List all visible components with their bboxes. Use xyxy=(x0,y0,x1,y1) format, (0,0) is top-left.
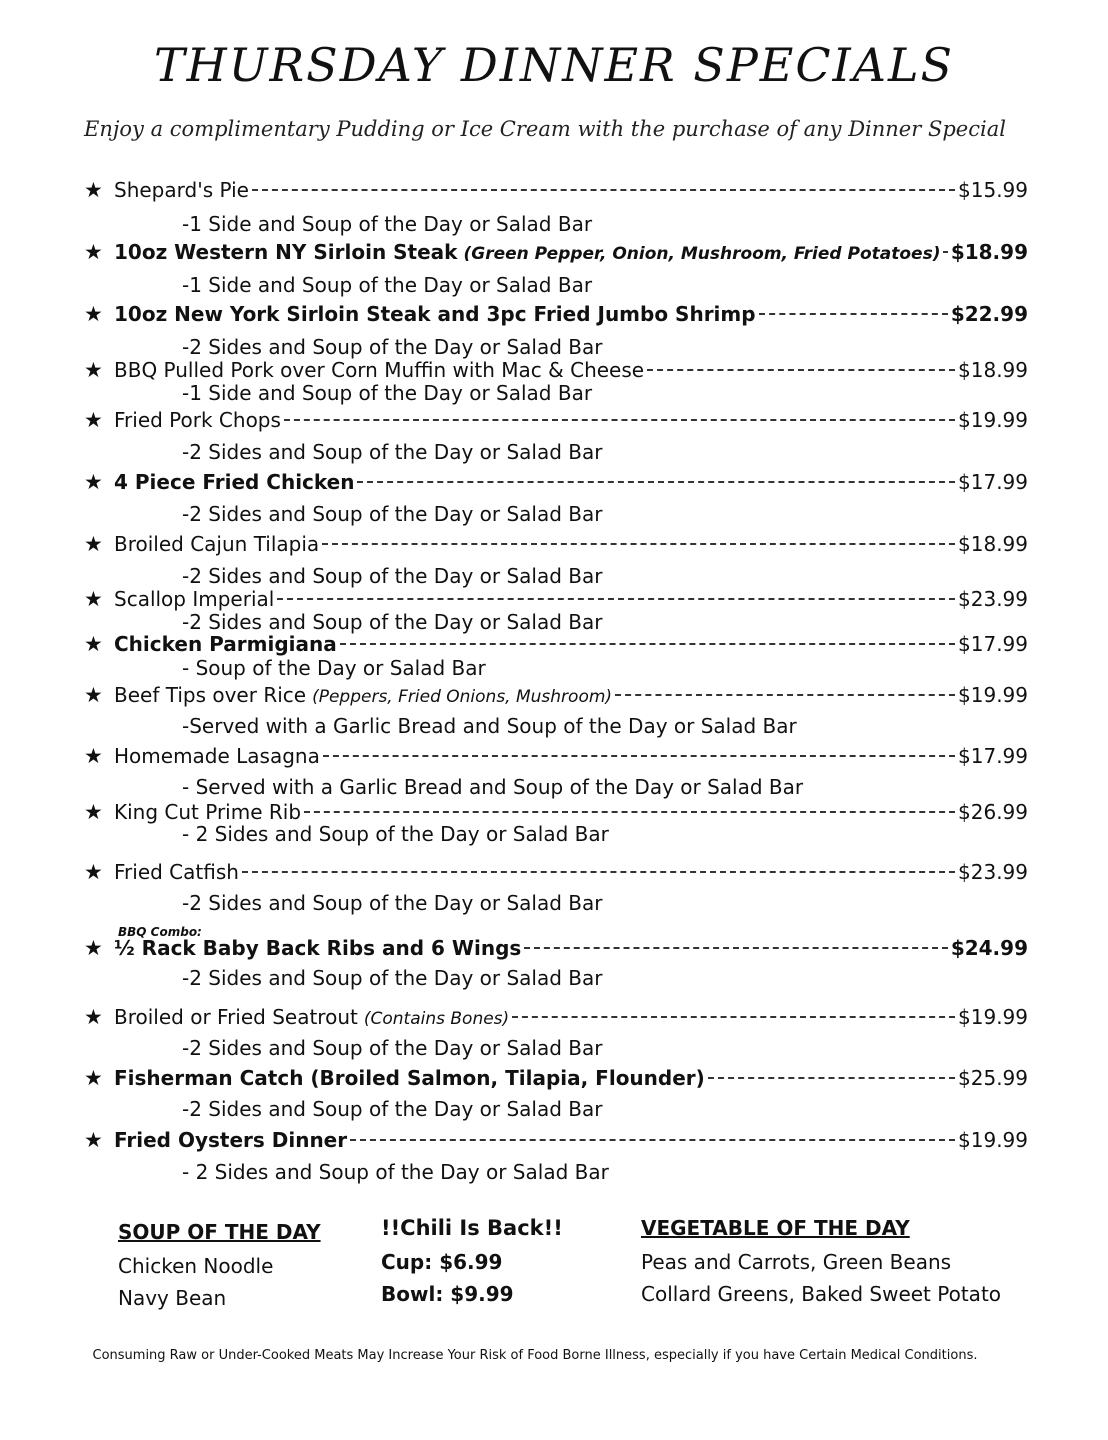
item-price: $18.99 xyxy=(958,532,1028,556)
item-price: $19.99 xyxy=(958,1128,1028,1152)
star-icon: ★ xyxy=(84,1066,103,1090)
item-name: King Cut Prime Rib xyxy=(114,800,302,824)
item-sides: -2 Sides and Soup of the Day or Salad Bar xyxy=(182,966,603,990)
star-icon: ★ xyxy=(84,532,103,556)
item-name: Broiled or Fried Seatrout xyxy=(114,1005,358,1029)
star-icon: ★ xyxy=(84,632,103,656)
item-name: Beef Tips over Rice xyxy=(114,683,307,707)
item-price: $17.99 xyxy=(958,470,1028,494)
vegetable-item: Collard Greens, Baked Sweet Potato xyxy=(641,1282,1002,1306)
combo-label: BBQ Combo: xyxy=(118,925,202,939)
item-sides: -2 Sides and Soup of the Day or Salad Bar xyxy=(182,1036,603,1060)
star-icon: ★ xyxy=(84,408,103,432)
star-icon: ★ xyxy=(84,860,103,884)
item-name: ½ Rack Baby Back Ribs and 6 Wings xyxy=(114,936,522,960)
item-price: $19.99 xyxy=(958,408,1028,432)
vegetable-header: VEGETABLE OF THE DAY xyxy=(641,1216,910,1240)
chili-cup-price: Cup: $6.99 xyxy=(381,1250,503,1274)
menu-item xyxy=(84,1066,1028,1094)
item-sides: -2 Sides and Soup of the Day or Salad Bar xyxy=(182,564,603,588)
leader-dots xyxy=(242,871,955,873)
item-price: $17.99 xyxy=(958,744,1028,768)
star-icon: ★ xyxy=(84,744,103,768)
food-safety-disclaimer: Consuming Raw or Under-Cooked Meats May Increase Your Risk of Food Borne Illness, especially if you have Certain Medical Conditions. xyxy=(92,1348,978,1363)
item-name: 10oz New York Sirloin Steak and 3pc Fried Jumbo Shrimp xyxy=(114,302,756,326)
item-name: Broiled Cajun Tilapia xyxy=(114,532,320,556)
item-name: Scallop Imperial xyxy=(114,587,275,611)
item-name: BBQ Pulled Pork over Corn Muffin with Mac & Cheese xyxy=(114,358,645,382)
item-note: (Green Pepper, Onion, Mushroom, Fried Potatoes) xyxy=(463,244,941,264)
menu-item xyxy=(84,240,1028,268)
item-sides: - 2 Sides and Soup of the Day or Salad Bar xyxy=(182,1160,609,1184)
item-sides: -2 Sides and Soup of the Day or Salad Bar xyxy=(182,502,603,526)
item-name: Homemade Lasagna xyxy=(114,744,320,768)
star-icon: ★ xyxy=(84,358,103,382)
menu-item xyxy=(84,1005,1028,1033)
item-sides: -2 Sides and Soup of the Day or Salad Bar xyxy=(182,1097,603,1121)
item-price: $18.99 xyxy=(958,358,1028,382)
chili-bowl-price: Bowl: $9.99 xyxy=(381,1282,514,1306)
item-price: $15.99 xyxy=(958,178,1028,202)
star-icon: ★ xyxy=(84,800,103,824)
item-sides: -1 Side and Soup of the Day or Salad Bar xyxy=(182,381,593,405)
chili-section xyxy=(381,1216,563,1310)
page-title: THURSDAY DINNER SPECIALS xyxy=(153,38,954,92)
page-subtitle: Enjoy a complimentary Pudding or Ice Cream with the purchase of any Dinner Special xyxy=(84,117,1006,141)
star-icon: ★ xyxy=(84,1128,103,1152)
leader-dots xyxy=(252,189,955,191)
star-icon: ★ xyxy=(84,178,103,202)
star-icon: ★ xyxy=(84,1005,103,1029)
item-price: $22.99 xyxy=(950,302,1028,326)
leader-dots xyxy=(323,755,955,757)
chili-header: !!Chili Is Back!! xyxy=(381,1216,563,1240)
vegetable-item: Peas and Carrots, Green Beans xyxy=(641,1250,952,1274)
leader-dots xyxy=(277,598,955,600)
star-icon: ★ xyxy=(84,587,103,611)
item-sides: - Served with a Garlic Bread and Soup of the Day or Salad Bar xyxy=(182,775,804,799)
item-price: $19.99 xyxy=(958,683,1028,707)
menu-item xyxy=(84,532,1028,560)
menu-item xyxy=(84,936,1028,964)
soup-section xyxy=(118,1220,321,1314)
leader-dots xyxy=(615,694,955,696)
item-name: Fisherman Catch (Broiled Salmon, Tilapia, Flounder) xyxy=(114,1066,705,1090)
item-name: Fried Catfish xyxy=(114,860,239,884)
item-note: (Contains Bones) xyxy=(363,1009,510,1029)
star-icon: ★ xyxy=(84,936,103,960)
menu-item xyxy=(84,1128,1028,1156)
leader-dots xyxy=(357,481,955,483)
star-icon: ★ xyxy=(84,240,103,264)
item-price: $18.99 xyxy=(950,240,1028,264)
leader-dots xyxy=(759,313,948,315)
item-name: Shepard's Pie xyxy=(114,178,249,202)
leader-dots xyxy=(350,1139,955,1141)
item-name: Chicken Parmigiana xyxy=(114,632,337,656)
leader-dots xyxy=(647,369,955,371)
item-sides: -2 Sides and Soup of the Day or Salad Bar xyxy=(182,440,603,464)
star-icon: ★ xyxy=(84,470,103,494)
vegetable-section xyxy=(641,1216,1001,1310)
item-price: $19.99 xyxy=(958,1005,1028,1029)
item-name: Fried Pork Chops xyxy=(114,408,281,432)
item-price: $23.99 xyxy=(958,587,1028,611)
item-price: $25.99 xyxy=(958,1066,1028,1090)
leader-dots xyxy=(340,643,955,645)
menu-item xyxy=(84,744,1028,772)
item-price: $23.99 xyxy=(958,860,1028,884)
menu-item xyxy=(84,860,1028,888)
item-sides: -2 Sides and Soup of the Day or Salad Bar xyxy=(182,891,603,915)
soup-item: Chicken Noodle xyxy=(118,1254,274,1278)
item-sides: - Soup of the Day or Salad Bar xyxy=(182,656,486,680)
item-name: 10oz Western NY Sirloin Steak xyxy=(114,240,458,264)
star-icon: ★ xyxy=(84,683,103,707)
leader-dots xyxy=(524,947,948,949)
star-icon: ★ xyxy=(84,302,103,326)
item-sides: - 2 Sides and Soup of the Day or Salad Bar xyxy=(182,822,609,846)
menu-item xyxy=(84,178,1028,206)
item-sides: -Served with a Garlic Bread and Soup of the Day or Salad Bar xyxy=(182,714,797,738)
soup-header: SOUP OF THE DAY xyxy=(118,1220,321,1244)
item-sides: -2 Sides and Soup of the Day or Salad Bar xyxy=(182,610,603,634)
item-name: Fried Oysters Dinner xyxy=(114,1128,348,1152)
item-sides: -1 Side and Soup of the Day or Salad Bar xyxy=(182,212,593,236)
item-name: 4 Piece Fried Chicken xyxy=(114,470,355,494)
item-price: $26.99 xyxy=(958,800,1028,824)
leader-dots xyxy=(284,419,955,421)
item-sides: -1 Side and Soup of the Day or Salad Bar xyxy=(182,273,593,297)
menu-item xyxy=(84,408,1028,436)
soup-item: Navy Bean xyxy=(118,1286,227,1310)
menu-item xyxy=(84,683,1028,711)
item-sides: -2 Sides and Soup of the Day or Salad Bar xyxy=(182,335,603,359)
item-price: $24.99 xyxy=(950,936,1028,960)
leader-dots xyxy=(708,1077,955,1079)
leader-dots xyxy=(322,543,955,545)
menu-item xyxy=(84,470,1028,498)
menu-item xyxy=(84,302,1028,330)
item-note: (Peppers, Fried Onions, Mushroom) xyxy=(312,687,613,707)
item-price: $17.99 xyxy=(958,632,1028,656)
leader-dots xyxy=(304,811,955,813)
leader-dots xyxy=(512,1016,955,1018)
leader-dots xyxy=(943,251,947,253)
